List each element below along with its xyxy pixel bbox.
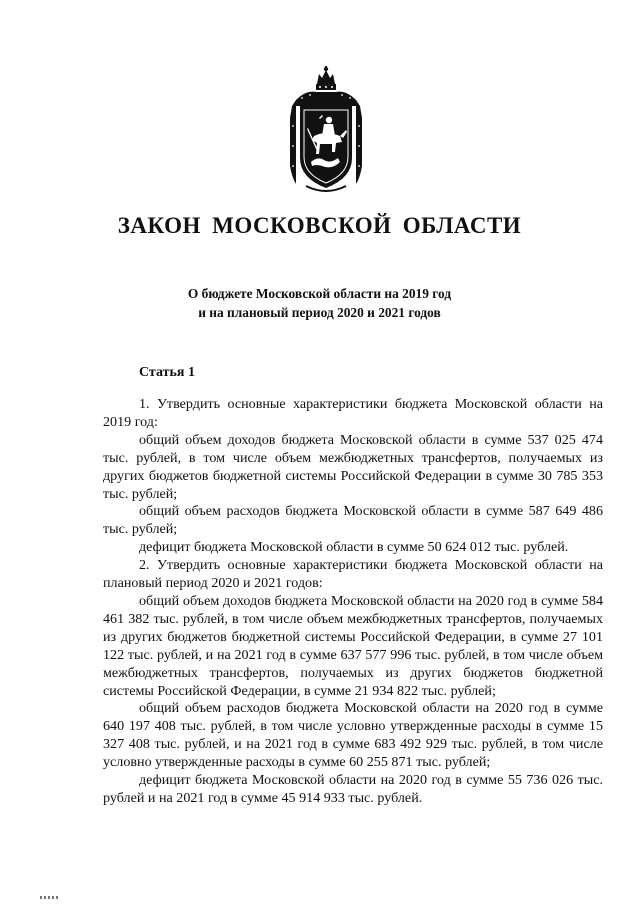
paragraph-8: дефицит бюджета Московской области на 2020 год в сумме 55 736 026 тыс. рублей и на 2021 год в сумме 45 914 933 тыс. рублей. [103, 772, 603, 806]
paragraph-7: общий объем расходов бюджета Московской области на 2020 год в сумме 640 197 408 тыс. рублей, в том числе условно утвержденные расходы в сумме 15 327 408 тыс. рублей, и на 2021 год в сумме 683 492 929 тыс. рублей, в том числе условно утвержденные расходы в сумме 60 255 871 тыс. рублей; [103, 700, 603, 771]
scan-artifact [40, 896, 60, 899]
paragraph-4: дефицит бюджета Московской области в сумме 50 624 012 тыс. рублей. [139, 539, 569, 556]
paragraph-6: общий объем доходов бюджета Московской области на 2020 год в сумме 584 461 382 тыс. рублей, в том числе объем межбюджетных трансфертов, получаемых из других бюджетов бюджетной системы Российской Федерации, в сумме 27 101 122 тыс. рублей, и на 2021 год в сумме 637 577 996 тыс. рублей, в том числе объем межбюджетных трансфертов, получаемых из других бюджетов бюджетной системы Российской Федерации, в сумме 21 934 822 тыс. рублей; [103, 592, 603, 699]
law-title: ЗАКОН МОСКОВСКОЙ ОБЛАСТИ [117, 213, 522, 238]
article-body [103, 396, 603, 808]
coat-of-arms-icon [286, 66, 366, 194]
paragraph-1: 1. Утвердить основные характеристики бюджета Московской области на 2019 год: [103, 396, 603, 430]
article-heading: Статья 1 [139, 365, 195, 380]
paragraph-3: общий объем расходов бюджета Московской области в сумме 587 649 486 тыс. рублей; [103, 503, 603, 538]
paragraph-2: общий объем доходов бюджета Московской области в сумме 537 025 474 тыс. рублей, в том числе объем межбюджетных трансфертов, получаемых из других бюджетов бюджетной системы Российской Федерации в сумме 30 785 353 тыс. рублей; [103, 431, 603, 502]
law-subtitle [0, 284, 639, 322]
paragraph-5: 2. Утвердить основные характеристики бюджета Московской области на плановый период 2020 и 2021 годов: [103, 557, 603, 592]
subtitle-line-1: О бюджете Московской области на 2019 год [187, 286, 452, 301]
subtitle-line-2: и на плановый период 2020 и 2021 годов [198, 305, 441, 320]
